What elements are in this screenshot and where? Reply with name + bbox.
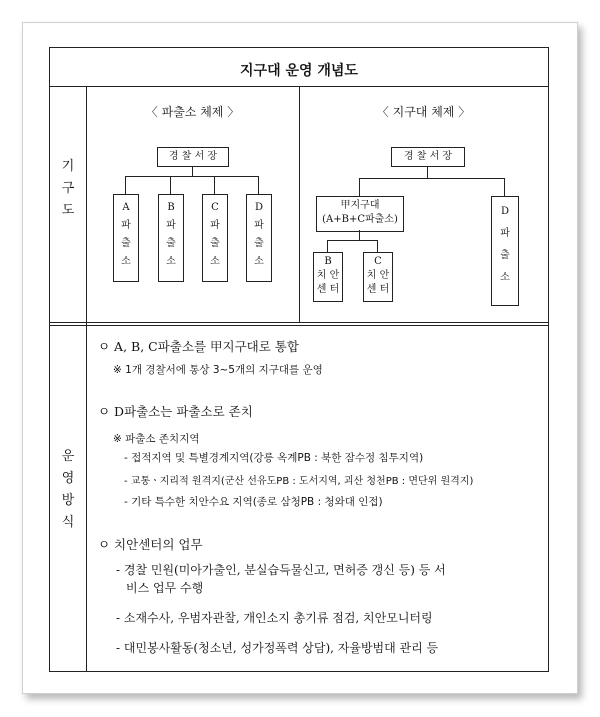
duty-1-cont: 비스 업무 수행 [126, 581, 204, 595]
note-jigu-count: ※ 1개 경찰서에 통상 3~5개의 지구대를 운영 [113, 364, 323, 376]
section-label-operation: 운 영 방 식 [61, 449, 75, 530]
diagram-title: 지구대 운영 개념도 [240, 63, 358, 79]
right-subtitle: 〈 지구대 체제 〉 [376, 105, 471, 119]
left-box-c: C 파 출 소 [202, 194, 228, 282]
retain-area-1: - 접적지역 및 특별경계지역(강릉 옥계PB : 북한 잠수정 침투지역) [124, 452, 424, 464]
bullet-center-duties: ㅇ 치안센터의 업무 [98, 537, 203, 552]
left-box-b: B 파 출 소 [158, 194, 184, 282]
retain-area-3: - 기타 특수한 치안수요 지역(종로 삼청PB : 청와대 인접) [124, 496, 383, 508]
left-box-a: A 파 출 소 [113, 194, 139, 282]
right-box-d: D 파 출 소 [491, 196, 519, 306]
duty-1: - 경찰 민원(미아가출인, 분실습득물신고, 면허증 갱신 등) 등 서 [116, 563, 446, 577]
right-center-b: B 치 안 센 터 [313, 252, 343, 302]
retain-area-2: - 교통ㆍ지리적 원격지(군산 선유도PB : 도서지역, 괴산 청천PB : 면단위 원격지) [124, 476, 474, 487]
right-center-c: C 치 안 센 터 [363, 252, 393, 302]
section-label-structure: 기 구 도 [61, 159, 75, 218]
divider [299, 86, 300, 322]
bullet-retain: ㅇ D파출소는 파출소로 존치 [98, 404, 253, 419]
divider [50, 322, 548, 326]
divider [86, 86, 87, 671]
note-retain-areas: ※ 파출소 존치지역 [113, 433, 200, 445]
right-root-box: 경 찰 서 장 [391, 147, 465, 167]
left-root-box: 경 찰 서 장 [157, 147, 229, 167]
bullet-merge: ㅇ A, B, C파출소를 甲지구대로 통합 [98, 339, 299, 354]
right-jigu-box: 甲지구대 (A+B+C파출소) [316, 196, 404, 232]
left-subtitle: 〈 파출소 체제 〉 [145, 105, 240, 119]
left-box-d: D 파 출 소 [246, 194, 272, 282]
duty-2: - 소재수사, 우범자관찰, 개인소지 총기류 점검, 치안모니터링 [116, 611, 433, 625]
duty-3: - 대민봉사활동(청소년, 성가정폭력 상담), 자율방범대 관리 등 [116, 641, 439, 655]
concept-diagram [49, 47, 549, 672]
